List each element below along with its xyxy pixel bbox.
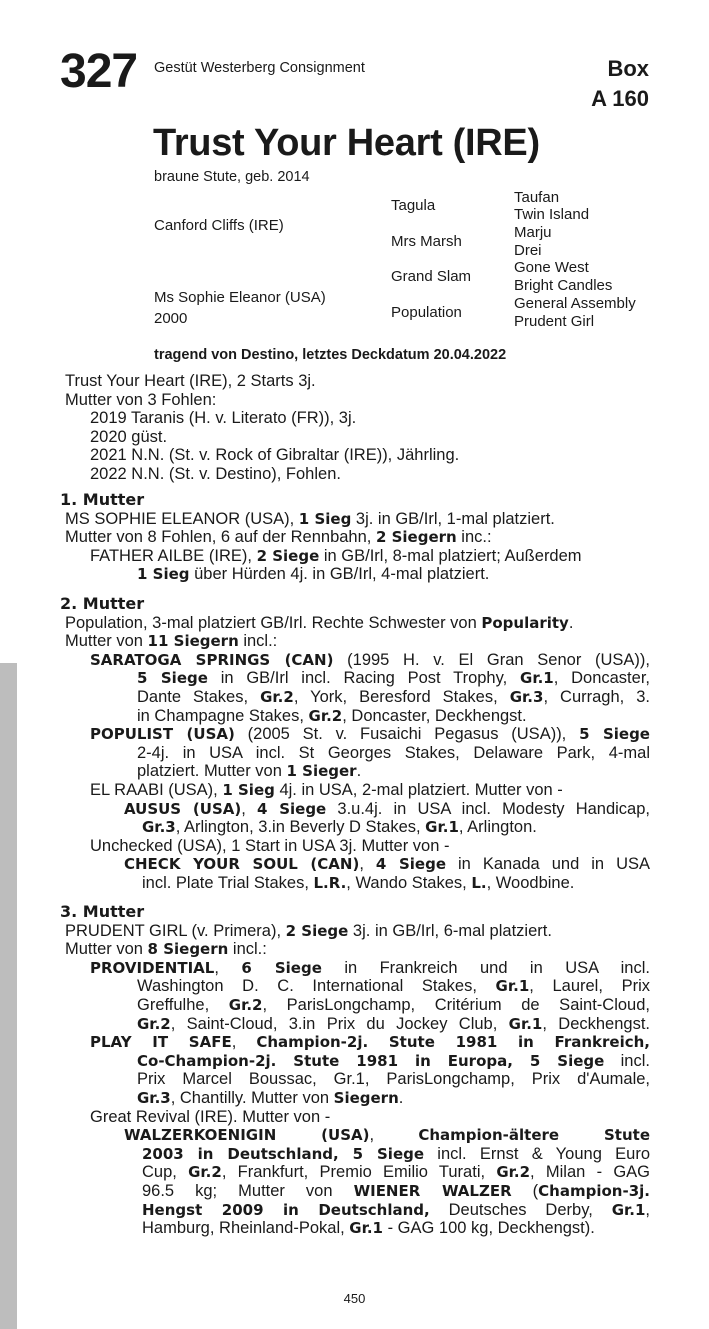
box-label — [591, 54, 649, 114]
text-line: Unchecked (USA), 1 Start in USA 3j. Mutter von - — [90, 836, 450, 855]
pedigree-dam: Ms Sophie Eleanor (USA) — [154, 289, 326, 306]
box-word: Box — [607, 56, 649, 81]
text-line: PROVIDENTIAL, 6 Siege in Frankreich und in USA incl. — [90, 958, 650, 977]
covering-info: tragend von Destino, letztes Deckdatum 20.04.2022 — [154, 347, 507, 363]
section-heading: 2. Mutter — [60, 594, 145, 613]
text-line: Mutter von 8 Siegern incl.: — [65, 940, 267, 959]
text-line: platziert. Mutter von 1 Sieger. — [137, 762, 362, 781]
section-heading: 1. Mutter — [60, 490, 145, 509]
third-dam-section — [60, 903, 650, 1238]
text-line: PLAY IT SAFE, Champion-2j. Stute 1981 in Frankreich, — [90, 1033, 651, 1052]
text-line: Hengst 2009 in Deutschland, Deutsches Derby, Gr.1, — [142, 1200, 650, 1219]
text-line: FATHER AILBE (IRE), 2 Siege in GB/Irl, 8-mal platziert; Außerdem — [90, 546, 582, 565]
text-line: Great Revival (IRE). Mutter von - — [90, 1107, 331, 1126]
box-number: A 160 — [591, 86, 649, 111]
page-edge-marker — [0, 663, 17, 1329]
text-line: 2003 in Deutschland, 5 Siege incl. Ernst & Young Euro — [142, 1144, 650, 1163]
pedigree-gen3: Drei — [514, 242, 542, 259]
pedigree-gen2: Grand Slam — [391, 268, 472, 285]
pedigree-dam-year: 2000 — [154, 310, 188, 327]
produce-line: Mutter von 3 Fohlen: — [65, 390, 217, 409]
text-line: 96.5 kg; Mutter von WIENER WALZER (Champion-3j. — [142, 1181, 650, 1200]
second-dam-section — [60, 595, 650, 893]
pedigree-gen3: Bright Candles — [514, 277, 613, 294]
text-line: EL RAABI (USA), 1 Sieg 4j. in USA, 2-mal platziert. Mutter von - — [90, 780, 563, 799]
text-line: Co-Champion-2j. Stute 1981 in Europa, 5 Siege incl. — [137, 1051, 650, 1070]
text-line: Greffulhe, Gr.2, ParisLongchamp, Critérium de Saint-Cloud, — [137, 995, 650, 1014]
text-line: in Champagne Stakes, Gr.2, Doncaster, Deckhengst. — [137, 706, 527, 725]
text-line: Cup, Gr.2, Frankfurt, Premio Emilio Turati, Gr.2, Milan - GAG — [142, 1163, 650, 1182]
foal-entry: 2020 güst. — [90, 427, 168, 446]
pedigree-gen2: Tagula — [391, 197, 436, 214]
foal-entry: 2019 Taranis (H. v. Literato (FR)), 3j. — [90, 409, 357, 428]
first-dam-section — [60, 491, 650, 584]
text-line: Population, 3-mal platziert GB/Irl. Rechte Schwester von Popularity. — [65, 613, 574, 632]
pedigree-sire: Canford Cliffs (IRE) — [154, 217, 284, 234]
text-line: POPULIST (USA) (2005 St. v. Fusaichi Pegasus (USA)), 5 Siege — [90, 725, 650, 744]
horse-name: Trust Your Heart (IRE) — [153, 122, 540, 164]
text-line: Gr.3, Chantilly. Mutter von Siegern. — [137, 1088, 404, 1107]
text-line: Mutter von 8 Fohlen, 6 auf der Rennbahn, 2 Siegern inc.: — [65, 528, 492, 547]
page-number: 450 — [343, 1291, 366, 1306]
pedigree-gen2: Mrs Marsh — [391, 233, 462, 250]
text-line: Gr.2, Saint-Cloud, 3.in Prix du Jockey Club, Gr.1, Deckhengst. — [137, 1014, 651, 1033]
produce-line: Trust Your Heart (IRE), 2 Starts 3j. — [65, 372, 316, 390]
horse-description: braune Stute, geb. 2014 — [154, 169, 310, 185]
text-line: Mutter von 11 Siegern incl.: — [65, 632, 278, 651]
pedigree-gen3: Marju — [514, 224, 552, 241]
lot-number: 327 — [60, 45, 138, 98]
pedigree-gen3: Taufan — [514, 189, 560, 206]
text-line: Prix Marcel Boussac, Gr.1, ParisLongchamp, Prix d'Aumale, — [137, 1070, 650, 1089]
foal-entry: 2021 N.N. (St. v. Rock of Gibraltar (IRE)), Jährling. — [90, 446, 460, 465]
pedigree-gen3: General Assembly — [514, 295, 636, 312]
text-line: 5 Siege in GB/Irl incl. Racing Post Trophy, Gr.1, Doncaster, — [137, 669, 650, 688]
text-line: CHECK YOUR SOUL (CAN), 4 Siege in Kanada und in USA — [124, 855, 651, 874]
text-line: incl. Plate Trial Stakes, L.R., Wando Stakes, L., Woodbine. — [142, 873, 575, 892]
text-line: MS SOPHIE ELEANOR (USA), 1 Sieg 3j. in GB/Irl, 1-mal platziert. — [65, 509, 555, 528]
pedigree-gen2: Population — [391, 304, 462, 321]
text-line: Washington D. C. International Stakes, Gr.1, Laurel, Prix — [137, 977, 650, 996]
pedigree-gen3: Prudent Girl — [514, 313, 595, 330]
section-heading: 3. Mutter — [60, 902, 145, 921]
consignor: Gestüt Westerberg Consignment — [154, 60, 365, 76]
text-line: 1 Sieg über Hürden 4j. in GB/Irl, 4-mal platziert. — [137, 565, 490, 584]
text-line: 2-4j. in USA incl. St Georges Stakes, Delaware Park, 4-mal — [137, 743, 650, 762]
foal-entry: 2022 N.N. (St. v. Destino), Fohlen. — [90, 464, 341, 483]
pedigree-gen3: Twin Island — [514, 206, 590, 223]
text-line: Hamburg, Rheinland-Pokal, Gr.1 - GAG 100 kg, Deckhengst). — [142, 1219, 595, 1238]
text-line: Dante Stakes, Gr.2, York, Beresford Stakes, Gr.3, Curragh, 3. — [137, 687, 651, 706]
text-line: SARATOGA SPRINGS (CAN) (1995 H. v. El Gran Senor (USA)), — [90, 650, 650, 669]
pedigree-gen3: Gone West — [514, 259, 589, 276]
text-line: PRUDENT GIRL (v. Primera), 2 Siege 3j. in GB/Irl, 6-mal platziert. — [65, 921, 552, 940]
text-line: Gr.3, Arlington, 3.in Beverly D Stakes, Gr.1, Arlington. — [142, 818, 537, 837]
produce-record — [60, 372, 650, 484]
text-line: AUSUS (USA), 4 Siege 3.u.4j. in USA incl. Modesty Handicap, — [124, 799, 650, 818]
text-line: WALZERKOENIGIN (USA), Champion-ältere Stute — [124, 1126, 650, 1145]
